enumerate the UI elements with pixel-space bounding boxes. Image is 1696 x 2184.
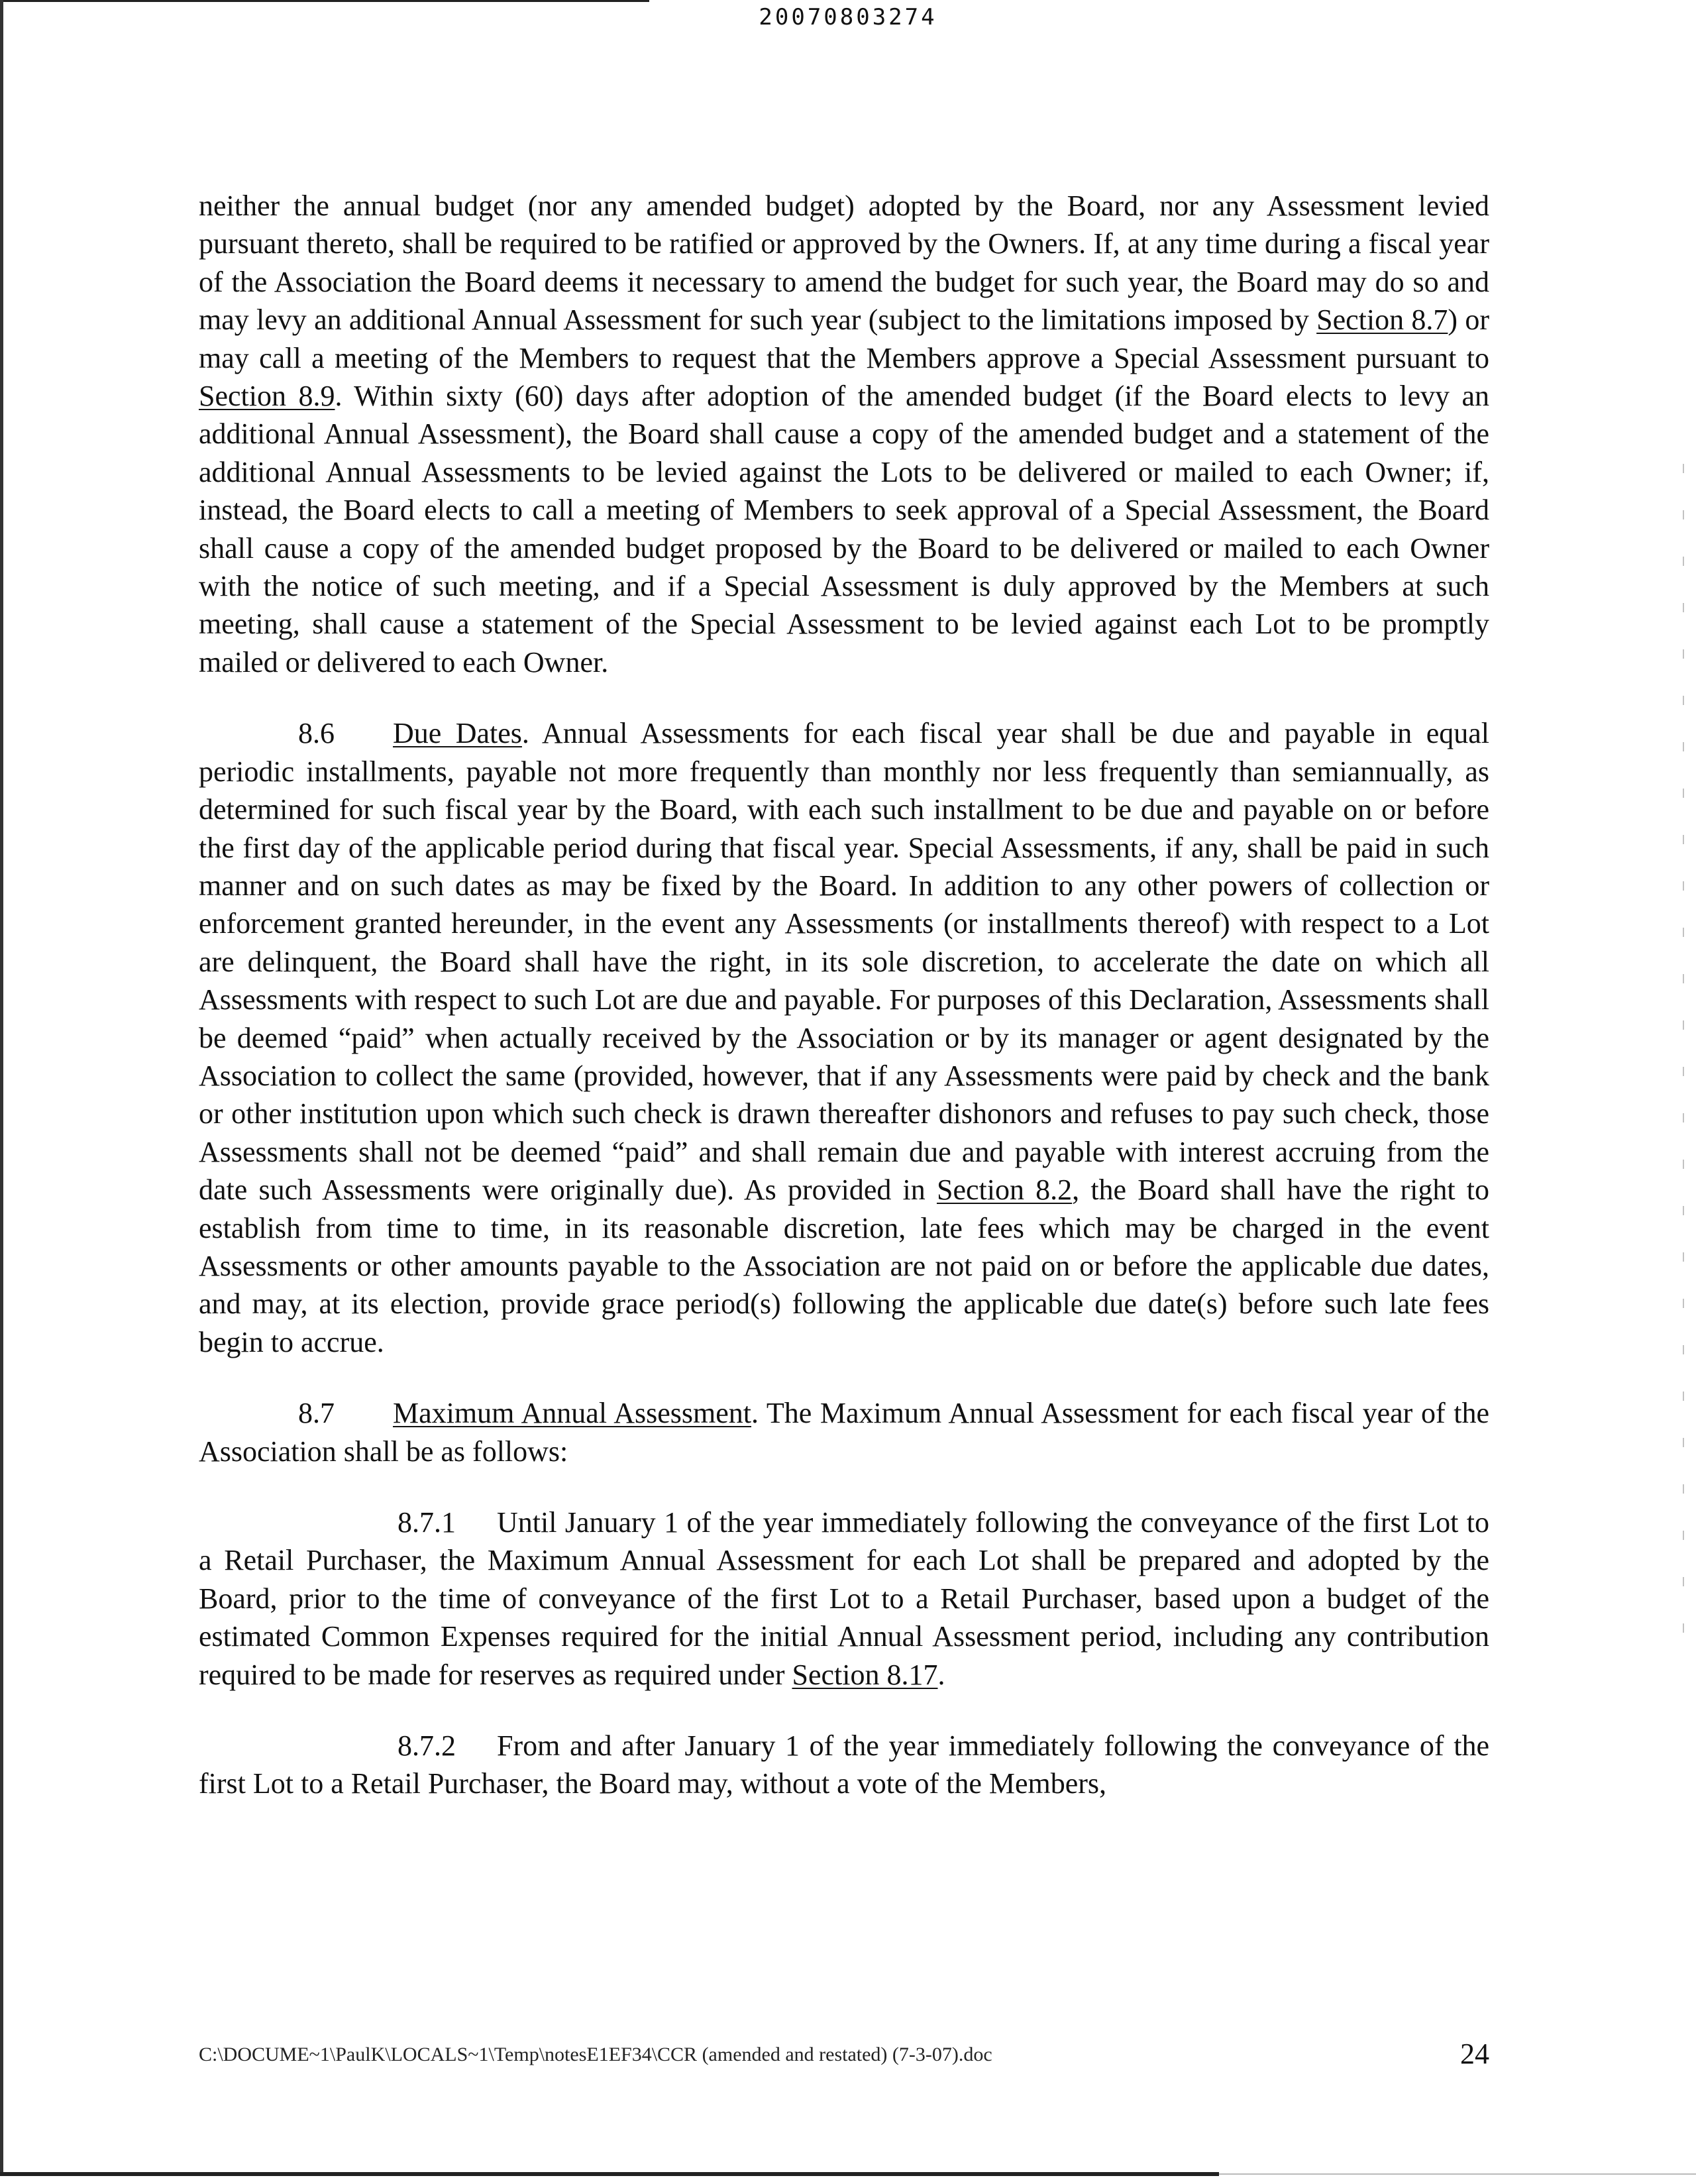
section-8-7 <box>199 1394 1489 1470</box>
scan-noise-right <box>1683 464 1684 1657</box>
section-number: 8.7.1 <box>398 1506 456 1539</box>
scan-edge-left <box>0 0 3 2173</box>
document-number-stamp: 20070803274 <box>759 4 937 30</box>
text-run: ) or may call a meeting of the Members to request that the Members approve a Special Assessment pursuant to <box>199 303 1490 374</box>
text-run: neither the annual budget (nor any amended budget) adopted by the Board, nor any Assessment levied pursuant thereto, shall be required to be ratified or approved by the Owners. If, at any time during a fiscal year of the Association the Board deems it necessary to amend the budget for such year, the Board may do so and may levy an additional Annual Assessment for such year (subject to the limitations imposed by <box>199 190 1489 337</box>
section-heading: Due Dates <box>393 717 522 750</box>
footer-file-path: C:\DOCUME~1\PaulK\LOCALS~1\Temp\notesE1EF34\CCR (amended and restated) (7-3-07).doc <box>199 2044 992 2065</box>
section-number: 8.7 <box>298 1397 335 1430</box>
section-reference: Section 8.17 <box>792 1658 938 1691</box>
document-body <box>199 187 1489 1836</box>
page-number: 24 <box>1460 2038 1489 2070</box>
text-run: . The Maximum Annual Assessment for each fiscal year of the Association shall be as follows: <box>199 1397 1489 1468</box>
text-run: . <box>937 1658 945 1691</box>
section-number: 8.7.2 <box>398 1729 456 1763</box>
section-heading: Maximum Annual Assessment <box>393 1397 752 1430</box>
section-8-6 <box>199 714 1489 1361</box>
section-reference: Section 8.7 <box>1316 303 1448 337</box>
text-run: From and after January 1 of the year immediately following the conveyance of the first Lot to a Retail Purchaser, the Board may, without a vote of the Members, <box>199 1729 1489 1800</box>
text-run: . Annual Assessments for each fiscal year shall be due and payable in equal periodic installments, payable not more frequently than monthly nor less frequently than semiannually, as determined for such fiscal year by the Board, with each such installment to be due and payable on or before the first day of the applicable period during that fiscal year. Special Assessments, if any, shall be paid in such manner and on such dates as may be fixed by the Board. In addition to any other powers of collection or enforcement granted hereunder, in the event any Assessments (or installments thereof) with respect to a Lot are delinquent, the Board shall have the right, in its sole discretion, to accelerate the date on which all Assessments with respect to such Lot are due and payable. For purposes of this Declaration, Assessments shall be deemed “paid” when actually received by the Association or by its manager or agent designated by the Association to collect the same (provided, however, that if any Assessments were paid by check and the bank or other institution upon which such check is drawn thereafter dishonors and refuses to pay such check, those Assessments shall not be deemed “paid” and shall remain due and payable with interest accruing from the date such Assessments were originally due). As provided in <box>199 717 1489 1207</box>
scan-edge-top <box>0 0 649 2</box>
scan-edge-bottom-faint <box>1219 2173 1696 2175</box>
section-reference: Section 8.2 <box>936 1174 1073 1207</box>
section-number: 8.6 <box>298 717 335 750</box>
text-run: Until January 1 of the year immediately following the conveyance of the first Lot to a Retail Purchaser, the Maximum Annual Assessment for each Lot shall be prepared and adopted by the Board, prior to the time of conveyance of the first Lot to a Retail Purchaser, based upon a budget of the estimated Common Expenses required for the initial Annual Assessment period, including any contribution required to be made for reserves as required under <box>199 1506 1489 1691</box>
text-run: . Within sixty (60) days after adoption of the amended budget (if the Board elects to levy an additional Annual Assessment), the Board shall cause a copy of the amended budget and a statement of the additional Annual Assessments to be levied against the Lots to be delivered or mailed to each Owner; if, instead, the Board elects to call a meeting of Members to seek approval of a Special Assessment, the Board shall cause a copy of the amended budget proposed by the Board to be delivered or mailed to each Owner with the notice of such meeting, and if a Special Assessment is duly approved by the Members at such meeting, shall cause a statement of the Special Assessment to be levied against each Lot to be promptly mailed or delivered to each Owner. <box>199 380 1489 679</box>
section-8-7-1 <box>199 1503 1489 1694</box>
scan-edge-bottom <box>0 2172 1219 2176</box>
section-8-7-2 <box>199 1727 1489 1803</box>
paragraph-continued <box>199 187 1489 681</box>
text-run: , the Board shall have the right to establish from time to time, in its reasonable discretion, late fees which may be charged in the event Assessments or other amounts payable to the Association are not paid on or before the applicable due dates, and may, at its election, provide grace period(s) following the applicable due date(s) before such late fees begin to accrue. <box>199 1174 1489 1358</box>
section-reference: Section 8.9 <box>199 380 335 413</box>
